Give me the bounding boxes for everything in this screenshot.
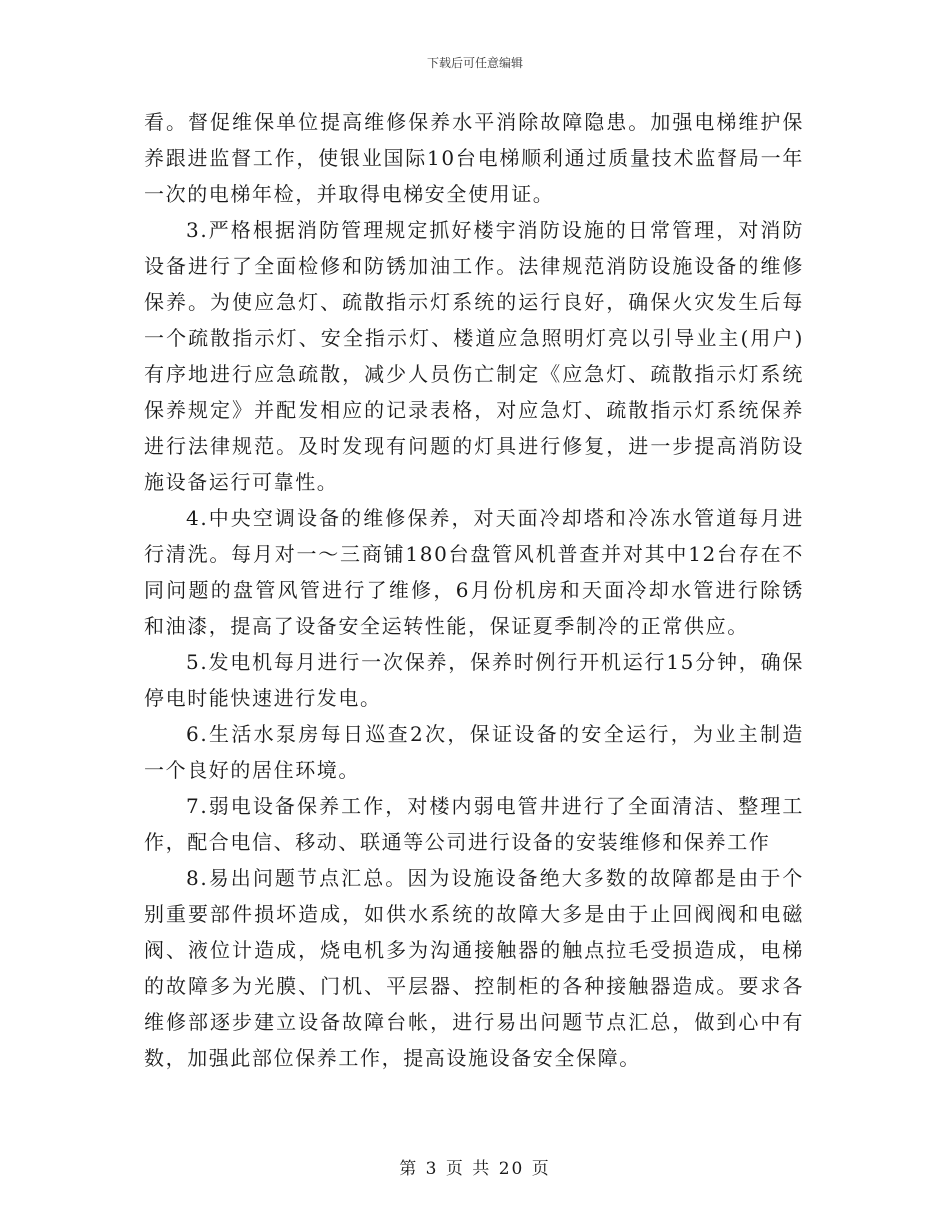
paragraph-item-8: 8.易出问题节点汇总。因为设施设备绝大多数的故障都是由于个别重要部件损坏造成，如供水系统的故障大多是由于止回阀阀和电磁阀、液位计造成，烧电机多为沟通接触器的触点拉毛受损造成，电梯的故障多为光膜、门机、平层器、控制柜的各种接触器造成。要求各维修部逐步建立设备故障台帐，进行易出问题节点汇总，做到心中有数，加强此部位保养工作，提高设施设备安全保障。 — [144, 866, 804, 1070]
paragraph-continuation: 看。督促维保单位提高维修保养水平消除故障隐患。加强电梯维护保养跟进监督工作，使银业国际10台电梯顺利通过质量技术监督局一年一次的电梯年检，并取得电梯安全使用证。 — [144, 110, 804, 206]
paragraph-item-4: 4.中央空调设备的维修保养，对天面冷却塔和冷冻水管道每月进行清洗。每月对一～三商铺180台盘管风机普查并对其中12台存在不同问题的盘管风管进行了维修，6月份机房和天面冷却水管进行除锈和油漆，提高了设备安全运转性能，保证夏季制冷的正常供应。 — [144, 506, 804, 638]
header-note: 下载后可任意编辑 — [426, 56, 523, 70]
paragraph-item-7: 7.弱电设备保养工作，对楼内弱电管井进行了全面清洁、整理工作，配合电信、移动、联通等公司进行设备的安装维修和保养工作 — [144, 794, 804, 854]
paragraph-item-6: 6.生活水泵房每日巡查2次，保证设备的安全运行，为业主制造一个良好的居住环境。 — [144, 722, 804, 782]
page-number-footer: 第 3 页 共 20 页 — [399, 1159, 551, 1179]
document-body — [144, 104, 804, 1076]
paragraph-item-3: 3.严格根据消防管理规定抓好楼宇消防设施的日常管理，对消防设备进行了全面检修和防锈加油工作。法律规范消防设施设备的维修保养。为使应急灯、疏散指示灯系统的运行良好，确保火灾发生后每一个疏散指示灯、安全指示灯、楼道应急照明灯亮以引导业主(用户)有序地进行应急疏散，减少人员伤亡制定《应急灯、疏散指示灯系统保养规定》并配发相应的记录表格，对应急灯、疏散指示灯系统保养进行法律规范。及时发现有问题的灯具进行修复，进一步提高消防设施设备运行可靠性。 — [144, 218, 804, 494]
paragraph-item-5: 5.发电机每月进行一次保养，保养时例行开机运行15分钟，确保停电时能快速进行发电。 — [144, 650, 804, 710]
